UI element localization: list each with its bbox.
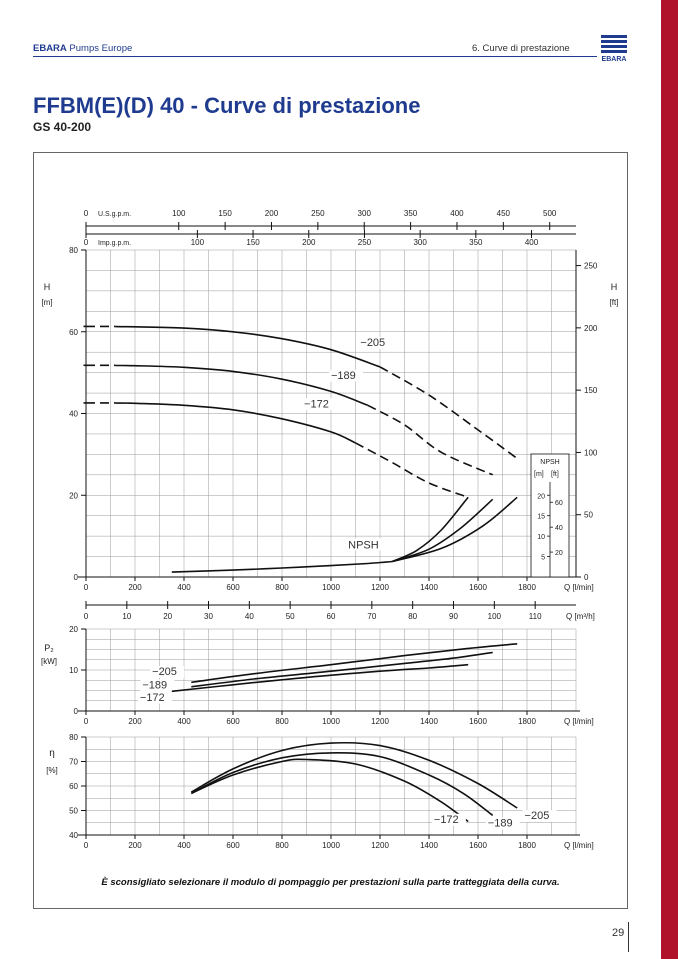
secondary-axis-tick-label: 200 <box>264 209 279 218</box>
secondary-axis-tick-label: 300 <box>413 238 427 247</box>
curve-label-power: −189 <box>142 679 168 692</box>
npsh-m-tick-label: 10 <box>537 534 545 542</box>
header-section: 6. Curve di prestazione <box>472 43 570 54</box>
curve-power-189 <box>191 652 492 686</box>
x-tick-label: 1200 <box>371 583 389 592</box>
curve-dashed-tail-172 <box>356 443 469 497</box>
npsh-label: NPSH <box>348 539 379 552</box>
secondary-axis-tick-label: 100 <box>190 238 205 247</box>
x-tick-label: 0 <box>83 717 89 726</box>
page-number-divider <box>628 922 629 952</box>
x-tick-label: 1600 <box>469 841 487 850</box>
curve-head-205 <box>115 327 380 367</box>
npsh-m-tick-label: 5 <box>541 554 545 562</box>
npsh-curve-205 <box>392 497 517 561</box>
curve-dashed-tail-189 <box>368 405 493 475</box>
x-tick-label: 600 <box>226 841 240 850</box>
npsh-scale-unit-ft: [ft] <box>551 471 559 478</box>
x-tick-label: 0 <box>83 583 89 592</box>
brand-suffix: Pumps Europe <box>66 43 133 54</box>
page-number: 29 <box>612 927 625 939</box>
y-axis-unit-kw: [kW] <box>41 657 57 666</box>
secondary-axis-tick-label: 450 <box>496 209 511 218</box>
m3h-axis-tick-label: 10 <box>122 612 132 621</box>
x-tick-label: 800 <box>275 717 289 726</box>
x-tick-label: 1000 <box>322 841 340 850</box>
x-tick-label: 800 <box>275 841 289 850</box>
curve-label-head: −205 <box>360 337 386 350</box>
npsh-curve-189 <box>392 499 492 561</box>
x-tick-label: 1400 <box>420 717 438 726</box>
curve-power-172 <box>172 665 468 692</box>
secondary-axis-tick-label: 350 <box>403 209 418 218</box>
npsh-ft-tick-label: 40 <box>555 525 563 533</box>
y-axis-label-p2: P₂ <box>44 643 54 653</box>
page-title: FFBM(E)(D) 40 - Curve di prestazione <box>33 93 421 118</box>
y-tick-label: 0 <box>73 573 78 582</box>
y-tick-label: 40 <box>69 409 78 419</box>
npsh-ft-tick-label: 20 <box>555 550 563 558</box>
curve-label-efficiency: −189 <box>487 817 513 830</box>
secondary-axis-tick-label: 250 <box>311 209 325 218</box>
m3h-axis-tick-label: 0 <box>83 612 89 621</box>
y-axis-unit-m: [m] <box>41 298 53 307</box>
x-tick-label: 1200 <box>371 841 389 850</box>
y-tick-label: 60 <box>69 327 78 337</box>
y2-axis-label-h: H <box>610 282 618 292</box>
m3h-axis-tick-label: 40 <box>244 612 254 621</box>
curve-label-power: −205 <box>152 665 177 678</box>
y2-axis-unit-ft: [ft] <box>609 298 619 307</box>
secondary-axis-tick-label: 500 <box>543 209 557 218</box>
secondary-axis-label: U.S.g.p.m. <box>98 211 132 218</box>
m3h-axis-tick-label: 90 <box>449 612 458 621</box>
y-axis-label-eta: η <box>49 748 55 759</box>
x-tick-label: 400 <box>177 717 191 726</box>
curve-label-efficiency: −172 <box>433 813 459 826</box>
m3h-axis-tick-label: 50 <box>285 612 295 621</box>
y-tick-label: 50 <box>69 806 78 816</box>
y2-tick-label: 0 <box>584 573 589 582</box>
y-tick-label: 60 <box>69 782 78 791</box>
x-tick-label: 200 <box>128 717 142 726</box>
m3h-axis-tick-label: 60 <box>326 612 336 621</box>
x-tick-label: 1800 <box>518 717 536 726</box>
secondary-axis-tick-label: 350 <box>469 238 483 247</box>
page-subtitle: GS 40-200 <box>33 120 92 134</box>
x-tick-label: 1600 <box>469 583 487 592</box>
y-tick-label: 10 <box>69 666 78 675</box>
y-tick-label: 80 <box>69 246 78 255</box>
x-tick-label: 800 <box>275 583 289 592</box>
curve-label-head: −172 <box>304 398 329 411</box>
secondary-axis-tick-label: 400 <box>524 238 539 247</box>
y-tick-label: 40 <box>69 831 78 840</box>
y2-tick-label: 150 <box>584 386 598 396</box>
x-tick-label: 1000 <box>322 717 340 726</box>
x-tick-label: 1000 <box>322 583 340 592</box>
y2-tick-label: 200 <box>584 323 598 333</box>
m3h-axis-tick-label: 110 <box>528 612 542 621</box>
secondary-axis-tick-label: 250 <box>357 238 372 247</box>
x-tick-label: 600 <box>226 717 240 726</box>
m3h-axis-tick-label: 100 <box>487 612 502 621</box>
x-tick-label: 400 <box>177 583 191 592</box>
y-tick-label: 0 <box>73 707 78 716</box>
x-tick-label: 1400 <box>420 841 438 850</box>
y2-tick-label: 100 <box>584 448 598 458</box>
y-tick-label: 20 <box>69 491 78 501</box>
npsh-scale-unit-m: [m] <box>534 471 544 478</box>
footnote: È sconsigliato selezionare il modulo di pompaggio per prestazioni sulla parte tratteggiata della curva. <box>101 877 560 888</box>
secondary-axis-tick-label: 150 <box>246 238 260 247</box>
x-axis-label: Q [l/min] <box>564 717 594 726</box>
x-tick-label: 1800 <box>518 583 536 592</box>
x-axis-label: Q [l/min] <box>564 841 594 850</box>
x-tick-label: 200 <box>128 583 142 592</box>
npsh-m-tick-label: 15 <box>537 513 545 521</box>
y-axis-unit-percent: [%] <box>46 766 58 775</box>
curve-label-power: −172 <box>139 691 165 704</box>
x-tick-label: 200 <box>128 841 142 850</box>
x-tick-label: 1600 <box>469 717 487 726</box>
brand-name: EBARA <box>33 43 67 54</box>
x-tick-label: 0 <box>83 841 89 850</box>
secondary-axis-tick-label: 300 <box>357 209 371 218</box>
x-axis-label: Q [l/min] <box>564 583 594 592</box>
y2-tick-label: 250 <box>584 261 598 271</box>
y-tick-label: 70 <box>69 757 78 767</box>
y2-tick-label: 50 <box>584 510 593 520</box>
x-tick-label: 600 <box>226 583 240 592</box>
y-axis-label-h: H <box>43 282 51 292</box>
logo-text: EBARA <box>601 56 627 63</box>
secondary-axis-tick-label: 100 <box>172 209 186 218</box>
secondary-axis-label: Imp.g.p.m. <box>98 240 132 247</box>
secondary-axis-zero: 0 <box>83 238 89 247</box>
x-tick-label: 1400 <box>420 583 438 592</box>
m3h-axis-tick-label: 30 <box>204 612 213 621</box>
m3h-axis-label: Q [m³/h] <box>566 612 595 621</box>
npsh-scale-title: NPSH <box>540 459 560 466</box>
m3h-axis-tick-label: 20 <box>163 612 173 621</box>
curve-dashed-tail-205 <box>380 367 517 459</box>
x-tick-label: 400 <box>177 841 191 850</box>
x-tick-label: 1800 <box>518 841 536 850</box>
y-tick-label: 80 <box>69 733 78 742</box>
y-tick-label: 20 <box>69 625 78 634</box>
x-tick-label: 1200 <box>371 717 389 726</box>
secondary-axis-zero: 0 <box>83 209 89 218</box>
npsh-m-tick-label: 20 <box>537 493 545 501</box>
secondary-axis-tick-label: 150 <box>218 209 232 218</box>
secondary-axis-tick-label: 400 <box>450 209 464 218</box>
curve-label-efficiency: −205 <box>524 810 550 823</box>
secondary-axis-tick-label: 200 <box>302 238 316 247</box>
m3h-axis-tick-label: 70 <box>367 612 377 621</box>
npsh-ft-tick-label: 60 <box>555 500 563 508</box>
curve-label-head: −189 <box>331 369 356 382</box>
m3h-axis-tick-label: 80 <box>408 612 418 621</box>
